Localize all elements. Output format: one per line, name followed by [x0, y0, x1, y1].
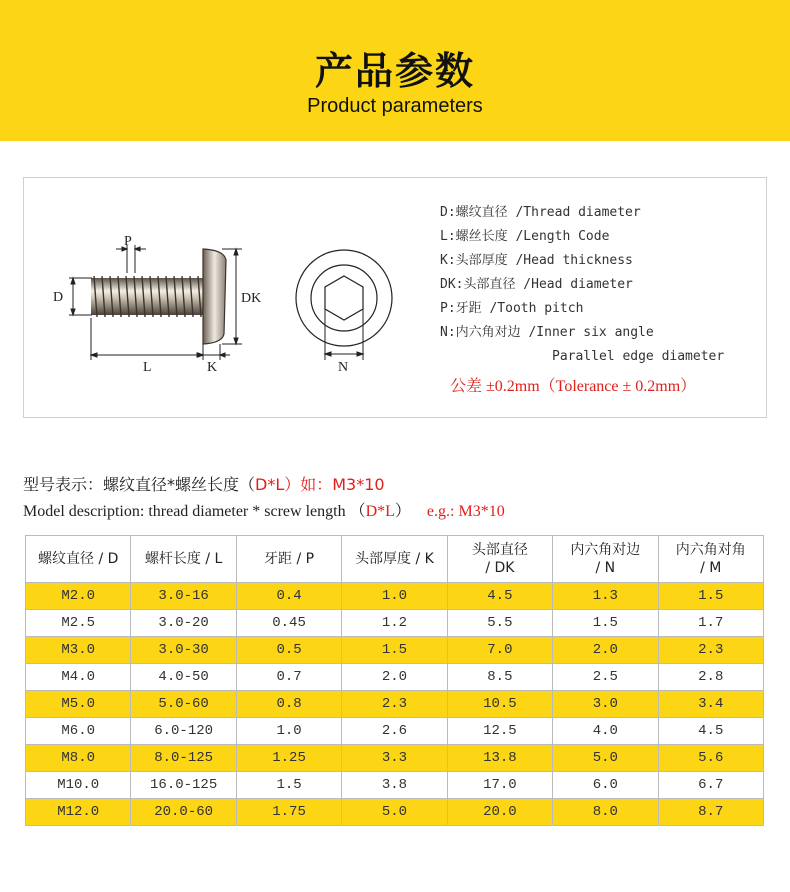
model-description-en [23, 498, 505, 521]
page-title: 产品参数 [314, 49, 475, 93]
table-cell: 8.7 [658, 799, 763, 826]
table-row [26, 637, 764, 664]
table-cell: 1.5 [658, 583, 763, 610]
table-cell: 1.5 [553, 610, 658, 637]
table-row [26, 691, 764, 718]
table-cell: 2.3 [342, 691, 447, 718]
table-cell: M2.5 [26, 610, 131, 637]
table-cell: 5.0-60 [131, 691, 236, 718]
table-cell: M10.0 [26, 772, 131, 799]
table-cell: 5.0 [553, 745, 658, 772]
table-row [26, 718, 764, 745]
col-header-k: 头部厚度 / K [342, 536, 447, 583]
table-row [26, 745, 764, 772]
table-cell: 2.5 [553, 664, 658, 691]
col-header-dk: 头部直径 / DK [447, 536, 552, 583]
legend-item: K:头部厚度 /Head thickness [440, 253, 633, 268]
col-header-d: 螺纹直径 / D [26, 536, 131, 583]
table-cell: 1.3 [553, 583, 658, 610]
spec-table [25, 535, 764, 826]
table-cell: 0.45 [236, 610, 341, 637]
table-cell: M6.0 [26, 718, 131, 745]
table-cell: 0.8 [236, 691, 341, 718]
table-header-row [26, 536, 764, 583]
table-cell: 8.0-125 [131, 745, 236, 772]
screw-end-view [296, 250, 392, 360]
table-cell: 7.0 [447, 637, 552, 664]
table-cell: 13.8 [447, 745, 552, 772]
legend-item: D:螺纹直径 /Thread diameter [440, 205, 641, 220]
table-cell: M2.0 [26, 583, 131, 610]
table-cell: 4.0 [553, 718, 658, 745]
table-cell: 6.7 [658, 772, 763, 799]
col-header-l: 螺杆长度 / L [131, 536, 236, 583]
table-cell: M3.0 [26, 637, 131, 664]
table-cell: 2.0 [342, 664, 447, 691]
table-cell: 0.7 [236, 664, 341, 691]
table-cell: M5.0 [26, 691, 131, 718]
table-cell: 20.0 [447, 799, 552, 826]
table-cell: 6.0-120 [131, 718, 236, 745]
table-cell: 3.0 [553, 691, 658, 718]
table-cell: 4.5 [447, 583, 552, 610]
model-description-cn [23, 472, 385, 495]
label-d: D [53, 290, 64, 305]
table-cell: 2.3 [658, 637, 763, 664]
table-cell: 4.0-50 [131, 664, 236, 691]
legend-item: N:内六角对边 /Inner six angle [440, 325, 654, 340]
model-cn-suffix: ）如：M3*10 [284, 475, 385, 494]
page-subtitle: Product parameters [307, 95, 483, 117]
table-cell: 5.5 [447, 610, 552, 637]
table-cell: 1.75 [236, 799, 341, 826]
table-cell: 1.7 [658, 610, 763, 637]
col-header-p: 牙距 / P [236, 536, 341, 583]
table-cell: 2.0 [553, 637, 658, 664]
table-cell: 17.0 [447, 772, 552, 799]
table-cell: 0.5 [236, 637, 341, 664]
table-row [26, 799, 764, 826]
table-cell: M8.0 [26, 745, 131, 772]
table-cell: 8.5 [447, 664, 552, 691]
table-cell: 2.8 [658, 664, 763, 691]
legend-item: DK:头部直径 /Head diameter [440, 277, 633, 292]
label-k: K [207, 360, 218, 375]
screw-head [203, 249, 226, 344]
table-cell: 3.8 [342, 772, 447, 799]
model-en-close: ） [394, 503, 411, 520]
table-row [26, 583, 764, 610]
label-l: L [143, 360, 152, 375]
table-cell: M4.0 [26, 664, 131, 691]
table-cell: 3.3 [342, 745, 447, 772]
dimension-legend [440, 201, 724, 369]
table-cell: 3.0-20 [131, 610, 236, 637]
table-cell: 4.5 [658, 718, 763, 745]
table-cell: 16.0-125 [131, 772, 236, 799]
model-en-example: e.g.: M3*10 [426, 503, 505, 520]
model-en-dl: D*L [365, 503, 395, 520]
table-cell: 1.25 [236, 745, 341, 772]
table-cell: 3.4 [658, 691, 763, 718]
header-banner [0, 0, 790, 141]
table-cell: 10.5 [447, 691, 552, 718]
legend-item: L:螺丝长度 /Length Code [440, 229, 610, 244]
screw-diagram-panel [23, 177, 767, 418]
table-row [26, 664, 764, 691]
screw-drawing [24, 178, 424, 417]
table-cell: 2.6 [342, 718, 447, 745]
table-cell: 12.5 [447, 718, 552, 745]
col-header-n: 内六角对边 / N [553, 536, 658, 583]
screw-shaft [91, 276, 203, 317]
col-header-m: 内六角对角 / M [658, 536, 763, 583]
label-dk: DK [241, 291, 262, 306]
model-cn-prefix: 型号表示：螺纹直径*螺丝长度（ [23, 475, 256, 494]
table-cell: 0.4 [236, 583, 341, 610]
model-en-prefix: Model description: thread diameter * screw length （ [23, 503, 366, 520]
tolerance-note: 公差 ±0.2mm（Tolerance ± 0.2mm） [450, 378, 697, 395]
table-cell: 1.0 [342, 583, 447, 610]
table-cell: M12.0 [26, 799, 131, 826]
table-row [26, 772, 764, 799]
table-cell: 5.6 [658, 745, 763, 772]
table-cell: 1.5 [236, 772, 341, 799]
legend-item: P:牙距 /Tooth pitch [440, 301, 584, 316]
table-row [26, 610, 764, 637]
table-cell: 1.2 [342, 610, 447, 637]
table-cell: 1.5 [342, 637, 447, 664]
table-cell: 1.0 [236, 718, 341, 745]
table-cell: 5.0 [342, 799, 447, 826]
legend-item: Parallel edge diameter [552, 349, 725, 364]
table-cell: 6.0 [553, 772, 658, 799]
label-p: P [124, 234, 132, 249]
table-cell: 3.0-30 [131, 637, 236, 664]
model-cn-dl: D*L [255, 475, 285, 494]
table-cell: 3.0-16 [131, 583, 236, 610]
table-cell: 8.0 [553, 799, 658, 826]
table-cell: 20.0-60 [131, 799, 236, 826]
label-n: N [338, 360, 349, 375]
